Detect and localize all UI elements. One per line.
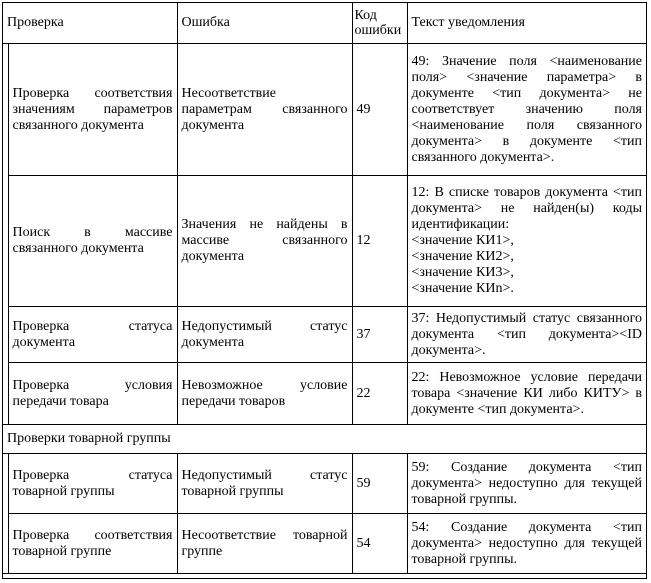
notification-text-line: 12: В списке товаров документа <тип документа> не найден(ы) коды идентификации:	[411, 185, 642, 232]
notification-text-cell: 22: Невозможное условие передачи товара <значение КИ либо КИТУ> в документе <тип документа>.	[407, 363, 646, 425]
notification-text-line: <значение КИ1>,	[411, 233, 514, 248]
table-row	[3, 44, 646, 176]
check-cell: Проверка условия передачи товара	[8, 363, 177, 425]
header-text: Текст уведомления	[407, 3, 646, 44]
table-header-row	[3, 3, 646, 44]
error-cell: Несоответствие параметрам связанного документа	[177, 44, 352, 176]
notification-text-cell: 59: Создание документа <тип документа> недоступно для текущей товарной группы.	[407, 454, 646, 514]
header-error: Ошибка	[177, 3, 352, 44]
code-cell: 59	[352, 454, 407, 514]
section-title: Проверки товарной группы	[3, 425, 646, 454]
error-cell: Недопустимый статус товарной группы	[177, 454, 352, 514]
table-row	[3, 363, 646, 425]
document-frame	[2, 2, 647, 579]
error-cell: Значения не найдены в массиве связанного документа	[177, 176, 352, 307]
table-row	[3, 176, 646, 307]
notification-text-cell: 54: Создание документа <тип документа> недоступно для текущей товарной группы.	[407, 514, 646, 574]
section-row	[3, 425, 646, 454]
check-cell: Поиск в массиве связанного документа	[8, 176, 177, 307]
code-cell: 12	[352, 176, 407, 307]
notification-text-line: <значение КИ2>,	[411, 249, 514, 264]
table-row	[3, 514, 646, 574]
check-cell: Проверка соответствия значениям параметров связанного документа	[8, 44, 177, 176]
code-cell: 37	[352, 307, 407, 363]
notification-text-line: <значение КИn>.	[411, 281, 514, 296]
table-row	[3, 307, 646, 363]
error-cell: Несоответствие товарной группе	[177, 514, 352, 574]
error-cell: Невозможное условие передачи товаров	[177, 363, 352, 425]
notification-text-cell: 49: Значение поля <наименование поля> <значение параметра> в документе <тип документа> не соответствует значению поля <наименование поля связанного документа> в документе <тип связанного документа>.	[407, 44, 646, 176]
notification-text-line: <значение КИ3>,	[411, 265, 514, 280]
notification-table	[3, 3, 646, 574]
code-cell: 49	[352, 44, 407, 176]
table-row	[3, 454, 646, 514]
code-cell: 54	[352, 514, 407, 574]
check-cell: Проверка соответствия товарной группе	[8, 514, 177, 574]
check-cell: Проверка статуса товарной группы	[8, 454, 177, 514]
check-cell: Проверка статуса документа	[8, 307, 177, 363]
code-cell: 22	[352, 363, 407, 425]
error-cell: Недопустимый статус документа	[177, 307, 352, 363]
header-code: Код ошибки	[352, 3, 407, 44]
header-check: Проверка	[3, 3, 177, 44]
notification-text-cell: 37: Недопустимый статус связанного документа <тип документа><ID документа>.	[407, 307, 646, 363]
notification-text-cell	[407, 176, 646, 307]
